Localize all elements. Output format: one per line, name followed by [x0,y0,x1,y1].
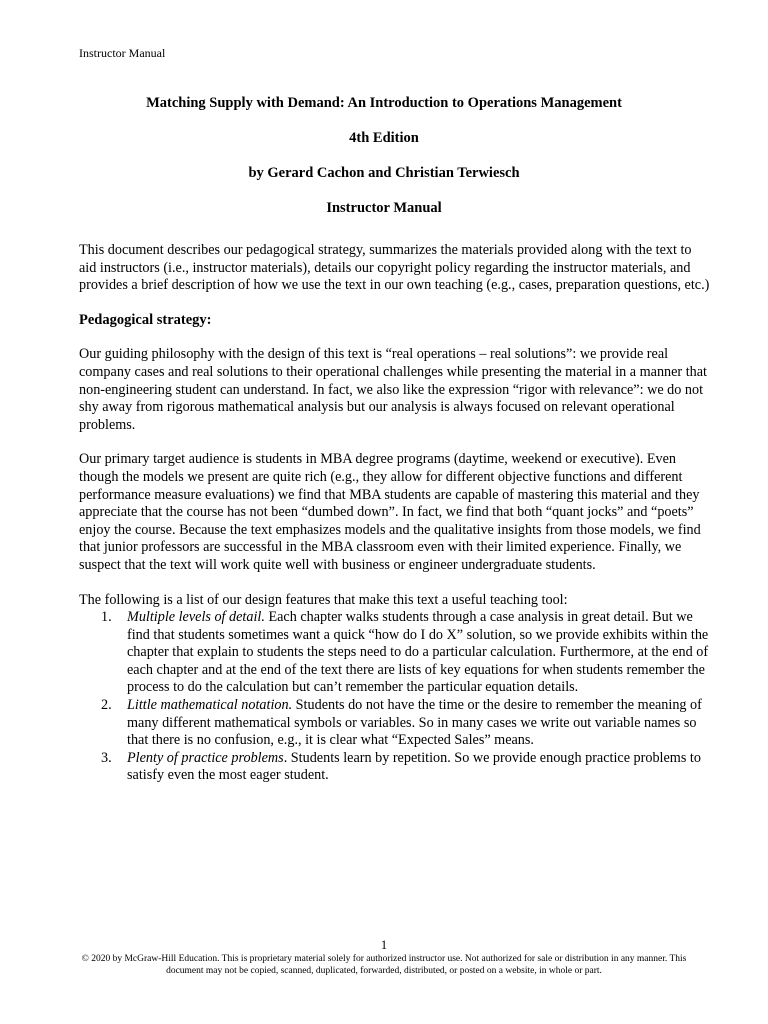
feature-list [79,609,711,785]
document-title: Matching Supply with Demand: An Introduction to Operations Management [146,95,622,111]
list-item-number: 1. [101,609,112,626]
document-body [79,242,711,785]
list-item-number: 2. [101,697,112,714]
footer-line-1: © 2020 by McGraw-Hill Education. This is proprietary material solely for authorized instructor use. Not authorized for sale or distribution in any manner. This [81,954,687,964]
intro-paragraph: This document describes our pedagogical strategy, summarizes the materials provided along with the text to aid instructors (i.e., instructor materials), details our copyright policy regarding the instructor materials, and provides a brief description of how we use the text in our own teaching (e.g., cases, preparation questions, etc.) [79,242,710,294]
running-header: Instructor Manual [79,46,166,60]
copyright-footer [40,953,728,977]
list-item-number: 3. [101,749,112,766]
document-type: Instructor Manual [326,200,442,216]
list-item [101,609,711,697]
section-heading: Pedagogical strategy: [79,311,212,328]
edition: 4th Edition [349,130,419,146]
philosophy-paragraph: Our guiding philosophy with the design of this text is “real operations – real solutions”: we provide real company cases and real solutions to their operational challenges while presenting the material in a manner that non-engineering student can understand. In fact, we also like the expression “rigor with relevance”: we do not shy away from rigorous mathematical analysis but our analysis is always focused on relevant operational problems. [79,346,707,433]
list-intro: The following is a list of our design features that make this text a useful teaching tool: [79,591,568,608]
audience-paragraph: Our primary target audience is students in MBA degree programs (daytime, weekend or executive). Even though the models we present are quite rich (e.g., they allow for different objective functions and different performance measure evaluations) we find that MBA students are capable of mastering this material and they appreciate that the course has not been “dumbed down”. In fact, we find that both “quant jocks” and “poets” enjoy the course. Because the text emphasizes models and the qualitative insights from those models, we find that junior professors are successful in the MBA classroom even with their limited experience. Finally, we suspect that the text will work quite well with business or engineer undergraduate students. [79,451,701,573]
footer-line-2: document may not be copied, scanned, duplicated, forwarded, distributed, or posted on a website, in whole or part. [166,966,602,976]
list-item-title: Multiple levels of detail. [127,609,265,626]
list-item-title: Plenty of practice problems [127,749,284,766]
list-item-text: . Students learn by repetition. So we provide enough practice problems to satisfy even the most eager student. [127,749,701,784]
list-item-text: Each chapter walks students through a case analysis in great detail. But we find that students sometimes want a quick “how do I do X” solution, so we provide exhibits within the chapter that explain to students the steps need to do a particular calculation. Furthermore, at the end of each chapter and at the end of the text there are lists of key equations for when students remember the process to do the calculation but can’t remember the particular equation details. [127,609,709,696]
list-item-title: Little mathematical notation. [127,697,293,714]
title-block [0,92,768,232]
list-item [101,697,711,750]
list-item-text: Students do not have the time or the desire to remember the meaning of many different mathematical symbols or variables. So in many cases we write out variable names so that there is no confusion, e.g., it is clear what “Expected Sales” means. [127,697,702,749]
list-item [101,749,711,785]
authors: by Gerard Cachon and Christian Terwiesch [248,165,520,181]
page-number: 1 [380,938,388,952]
